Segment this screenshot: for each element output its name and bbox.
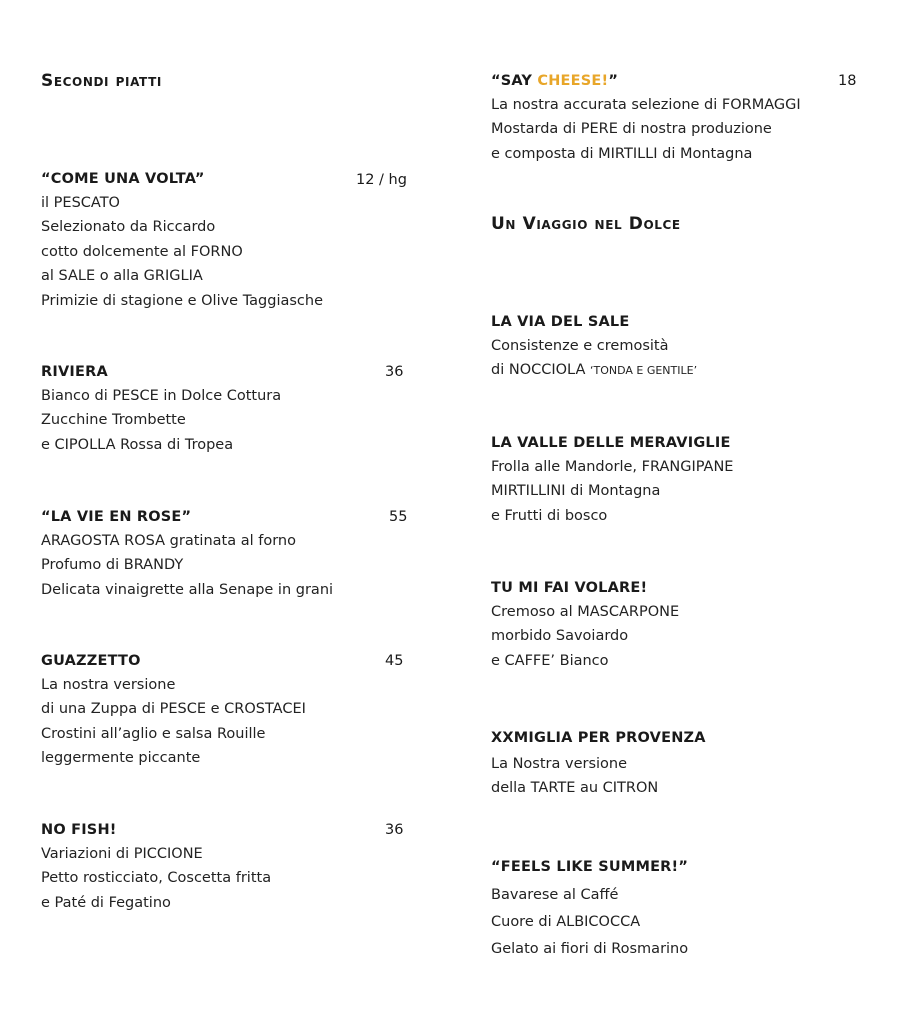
dish-title: RIVIERA	[41, 364, 108, 380]
dish-line: La nostra versione	[41, 677, 176, 693]
dish-line: cotto dolcemente al FORNO	[41, 243, 243, 260]
dish-line: Crostini all’aglio e salsa Rouille	[41, 725, 266, 742]
dish-no-fish	[41, 818, 271, 915]
dish-line: morbido Savoiardo	[491, 628, 629, 645]
section-title-text: Un Viaggio nel Dolce	[491, 214, 681, 234]
dish-title: GUAZZETTO	[41, 653, 141, 669]
dish-line: Zucchine Trombette	[41, 412, 186, 429]
dish-price: 36	[385, 364, 404, 380]
title-prefix: “SAY	[491, 73, 538, 89]
dish-line: e Paté di Fegatino	[41, 894, 171, 911]
dish-line: MIRTILLINI di Montagna	[491, 483, 661, 500]
dish-title: “LA VIE EN ROSE”	[41, 509, 192, 525]
dish-line: Frolla alle Mandorle, FRANGIPANE	[491, 459, 734, 475]
dish-line: Cremoso al MASCARPONE	[491, 604, 680, 620]
dish-line: Selezionato da Riccardo	[41, 219, 216, 236]
dish-line: della TARTE au CITRON	[491, 780, 659, 797]
dish-line: Profumo di BRANDY	[41, 557, 184, 574]
dish-title: XXMIGLIA PER PROVENZA	[491, 730, 706, 746]
title-suffix: ”	[608, 73, 619, 89]
dish-line: Bavarese al Caffé	[491, 887, 619, 903]
dish-title: NO FISH!	[41, 822, 117, 838]
dish-title: “COME UNA VOLTA”	[41, 171, 205, 187]
line-small-caps: ‘TONDA E GENTILE’	[589, 364, 698, 378]
dish-line: di una Zuppa di PESCE e CROSTACEI	[41, 701, 306, 718]
dish-riviera	[41, 360, 281, 457]
section-title-text: Secondi piatti	[41, 71, 162, 91]
dessert-feels-like-summer	[491, 855, 688, 963]
dish-say-cheese	[491, 69, 801, 166]
dessert-xxmiglia-per-provenza	[491, 726, 706, 801]
dish-line: Petto rosticciato, Coscetta fritta	[41, 870, 272, 887]
dessert-la-valle-delle-meraviglie	[491, 431, 733, 528]
dish-line: e CIPOLLA Rossa di Tropea	[41, 436, 234, 453]
line-text: di NOCCIOLA	[491, 362, 590, 379]
dish-line: Consistenze e cremosità	[491, 338, 669, 354]
section-title-secondi	[41, 71, 162, 91]
dish-price: 18	[838, 73, 857, 89]
dish-line: Delicata vinaigrette alla Senape in grani	[41, 581, 334, 598]
section-title-dolce	[491, 214, 681, 234]
dish-price: 12 / hg	[356, 172, 407, 188]
dish-title: LA VIA DEL SALE	[491, 314, 630, 330]
dessert-tu-mi-fai-volare	[491, 576, 679, 673]
dish-price: 36	[385, 822, 404, 838]
dish-line: Mostarda di PERE di nostra produzione	[491, 121, 772, 138]
dish-line: Gelato ai fiori di Rosmarino	[491, 941, 689, 957]
dish-guazzetto	[41, 649, 306, 771]
dish-line: Cuore di ALBICOCCA	[491, 914, 641, 930]
dish-price: 55	[389, 509, 408, 525]
dish-line: il PESCATO	[41, 195, 120, 211]
dish-title	[491, 69, 801, 93]
dish-line: e Frutti di bosco	[491, 507, 608, 524]
dish-line: e CAFFE’ Bianco	[491, 652, 609, 669]
title-accent: CHEESE!	[537, 73, 609, 89]
dish-title: LA VALLE DELLE MERAVIGLIE	[491, 435, 731, 451]
dish-line: ARAGOSTA ROSA gratinata al forno	[41, 533, 296, 549]
dish-line: Bianco di PESCE in Dolce Cottura	[41, 388, 282, 404]
dish-come-una-volta	[41, 167, 323, 313]
dish-title: TU MI FAI VOLARE!	[491, 580, 648, 596]
dish-line: leggermente piccante	[41, 750, 201, 767]
dessert-la-via-del-sale	[491, 310, 697, 383]
dish-line	[491, 358, 697, 382]
dish-line: Primizie di stagione e Olive Taggiasche	[41, 292, 324, 309]
dish-line: La Nostra versione	[491, 756, 628, 772]
dish-price: 45	[385, 653, 404, 669]
dish-line: La nostra accurata selezione di FORMAGGI	[491, 97, 801, 113]
dish-line: al SALE o alla GRIGLIA	[41, 268, 203, 285]
dish-title: “FEELS LIKE SUMMER!”	[491, 859, 689, 875]
dish-la-vie-en-rose	[41, 505, 333, 602]
dish-line: e composta di MIRTILLI di Montagna	[491, 145, 753, 162]
dish-line: Variazioni di PICCIONE	[41, 846, 203, 862]
